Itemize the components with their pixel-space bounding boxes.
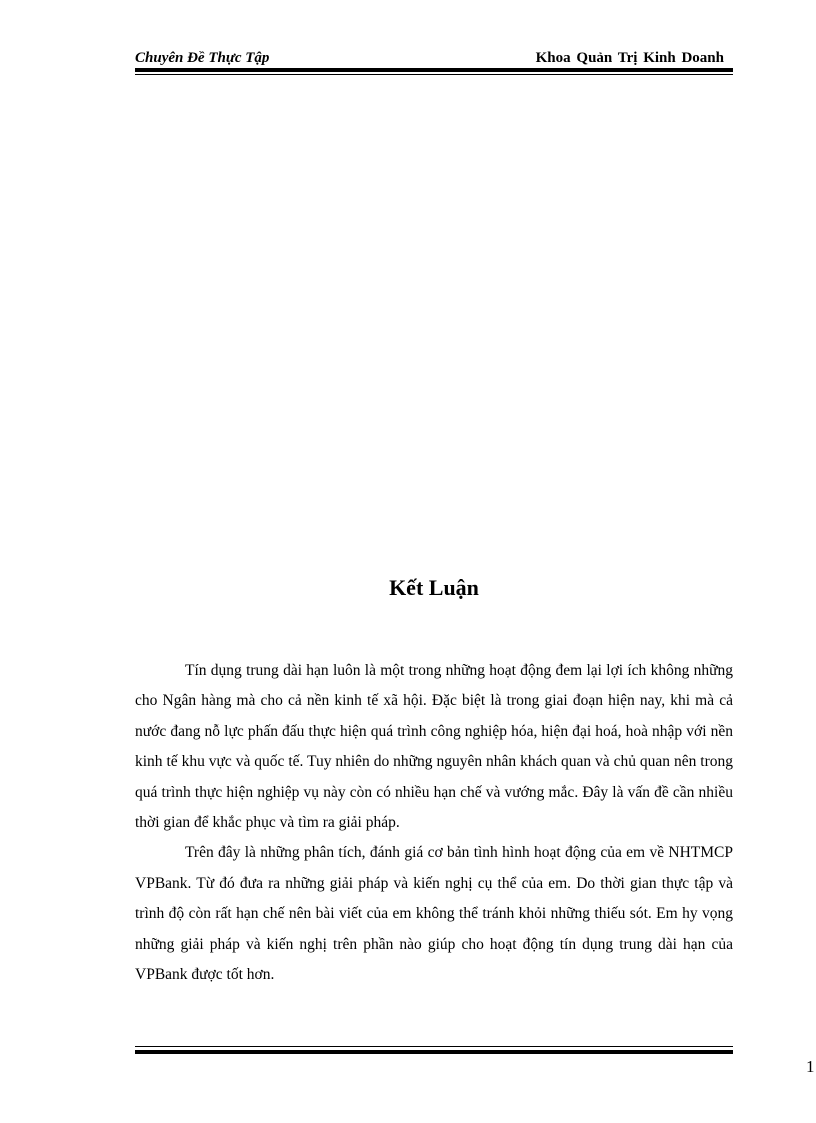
header-rule-thin — [135, 74, 733, 75]
footer-rule-thin — [135, 1046, 733, 1047]
header-rule-thick — [135, 68, 733, 72]
page-title: Kết Luận — [389, 575, 479, 600]
header-left-title: Chuyên Đề Thực Tập — [135, 50, 270, 66]
body-text — [135, 656, 733, 990]
footer-rule-thick — [135, 1050, 733, 1054]
header-right-title: Khoa Quản Trị Kinh Doanh — [535, 50, 724, 66]
paragraph-1: Tín dụng trung dài hạn luôn là một trong những hoạt động đem lại lợi ích không những cho Ngân hàng mà cho cả nền kinh tế xã hội. Đặc biệt là trong giai đoạn hiện nay, khi mà cả nước đang nỗ lực phấn đấu thực hiện quá trình công nghiệp hóa, hiện đại hoá, hoà nhập với nền kinh tế khu vực và quốc tế. Tuy nhiên do những nguyên nhân khách quan và chủ quan nên trong quá trình thực hiện nghiệp vụ này còn có nhiều hạn chế và vướng mắc. Đây là vấn đề cần nhiều thời gian để khắc phục và tìm ra giải pháp. — [135, 662, 733, 832]
paragraph-2: Trên đây là những phân tích, đánh giá cơ bản tình hình hoạt động của em về NHTMCP VPBank. Từ đó đưa ra những giải pháp và kiến nghị cụ thể của em. Do thời gian thực tập và trình độ còn rất hạn chế nên bài viết của em không thể tránh khỏi những thiếu sót. Em hy vọng những giải pháp và kiến nghị trên phần nào giúp cho hoạt động tín dụng trung dài hạn của VPBank được tốt hơn. — [135, 844, 733, 984]
page-number: 1 — [806, 1057, 815, 1076]
